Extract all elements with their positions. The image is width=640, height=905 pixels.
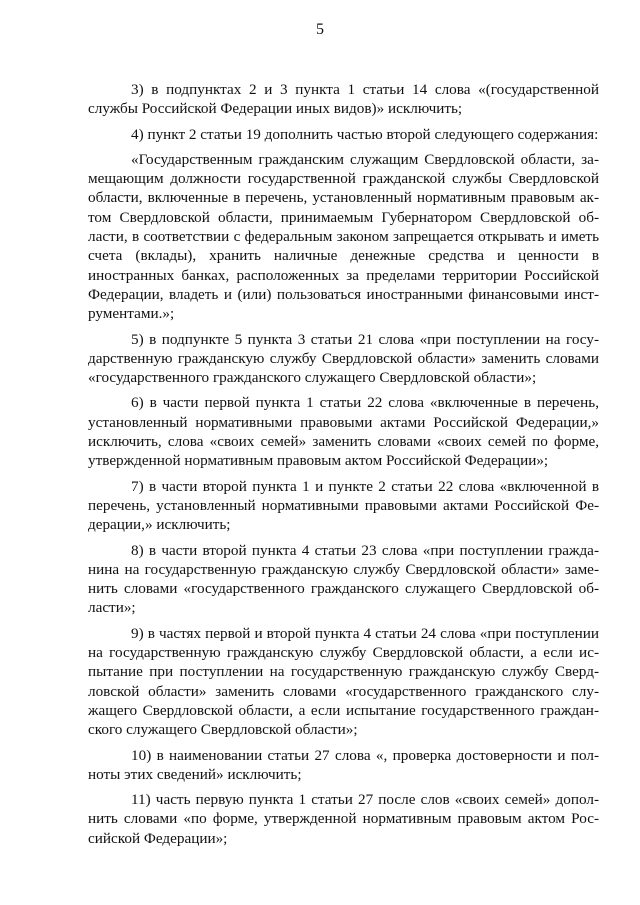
page-number: 5 — [316, 21, 324, 38]
quoted-paragraph: «Государственным гражданским служащим Свердловской области, замещающим должности государственной гражданской службы Свердловской области, включенные в перечень, установленный нормативным правовым актом Свердловской области, принимаемым Губернатором Свердловской области, в соответствии с федеральным законом запрещается открывать и иметь счета (вклады), хранить наличные денежные средства и ценности в иностранных банках, расположенных за пределами территории Российской Федерации, владеть и (или) пользоваться иностранными финансовыми инструментами.»; — [88, 150, 599, 323]
paragraph-item-8: 8) в части второй пункта 4 статьи 23 слова «при поступлении гражданина на государственную гражданскую службу Свердловской области» заменить словами «государственного гражданского служащего Свердловской области»; — [88, 541, 599, 617]
paragraph-item-7: 7) в части второй пункта 1 и пункте 2 статьи 22 слова «включенной в перечень, установленный нормативными правовыми актами Российской Федерации,» исключить; — [88, 477, 599, 534]
paragraph-item-5: 5) в подпункте 5 пункта 3 статьи 21 слова «при поступлении на государственную гражданскую службу Свердловской области» заменить словами «государственного гражданского служащего Свердловской области»; — [88, 330, 599, 387]
paragraph-item-3: 3) в подпунктах 2 и 3 пункта 1 статьи 14 слова «(государственной службы Российской Федерации иных видов)» исключить; — [88, 81, 599, 118]
paragraph-item-6: 6) в части первой пункта 1 статьи 22 слова «включенные в перечень, установленный нормативными правовыми актами Российской Федерации,» исключить, слова «своих семей» заменить словами «своих семей по форме, утвержденной нормативным правовым актом Российской Федерации»; — [88, 394, 599, 470]
paragraph-item-10: 10) в наименовании статьи 27 слова «, проверка достоверности и полноты этих сведений» исключить; — [88, 746, 599, 783]
document-body — [88, 80, 599, 854]
paragraph-item-4: 4) пункт 2 статьи 19 дополнить частью второй следующего содержания: — [131, 125, 599, 143]
paragraph-item-9: 9) в частях первой и второй пункта 4 статьи 24 слова «при поступлении на государственную гражданскую службу Свердловской области, а если испытание при поступлении на государственную гражданскую службу Свердловской области» заменить словами «государственного гражданского служащего Свердловской области, а если испытание государственного гражданского служащего Свердловской области»; — [88, 624, 599, 739]
paragraph-item-11: 11) часть первую пункта 1 статьи 27 после слов «своих семей» дополнить словами «по форме, утвержденной нормативным правовым актом Российской Федерации»; — [88, 791, 599, 847]
